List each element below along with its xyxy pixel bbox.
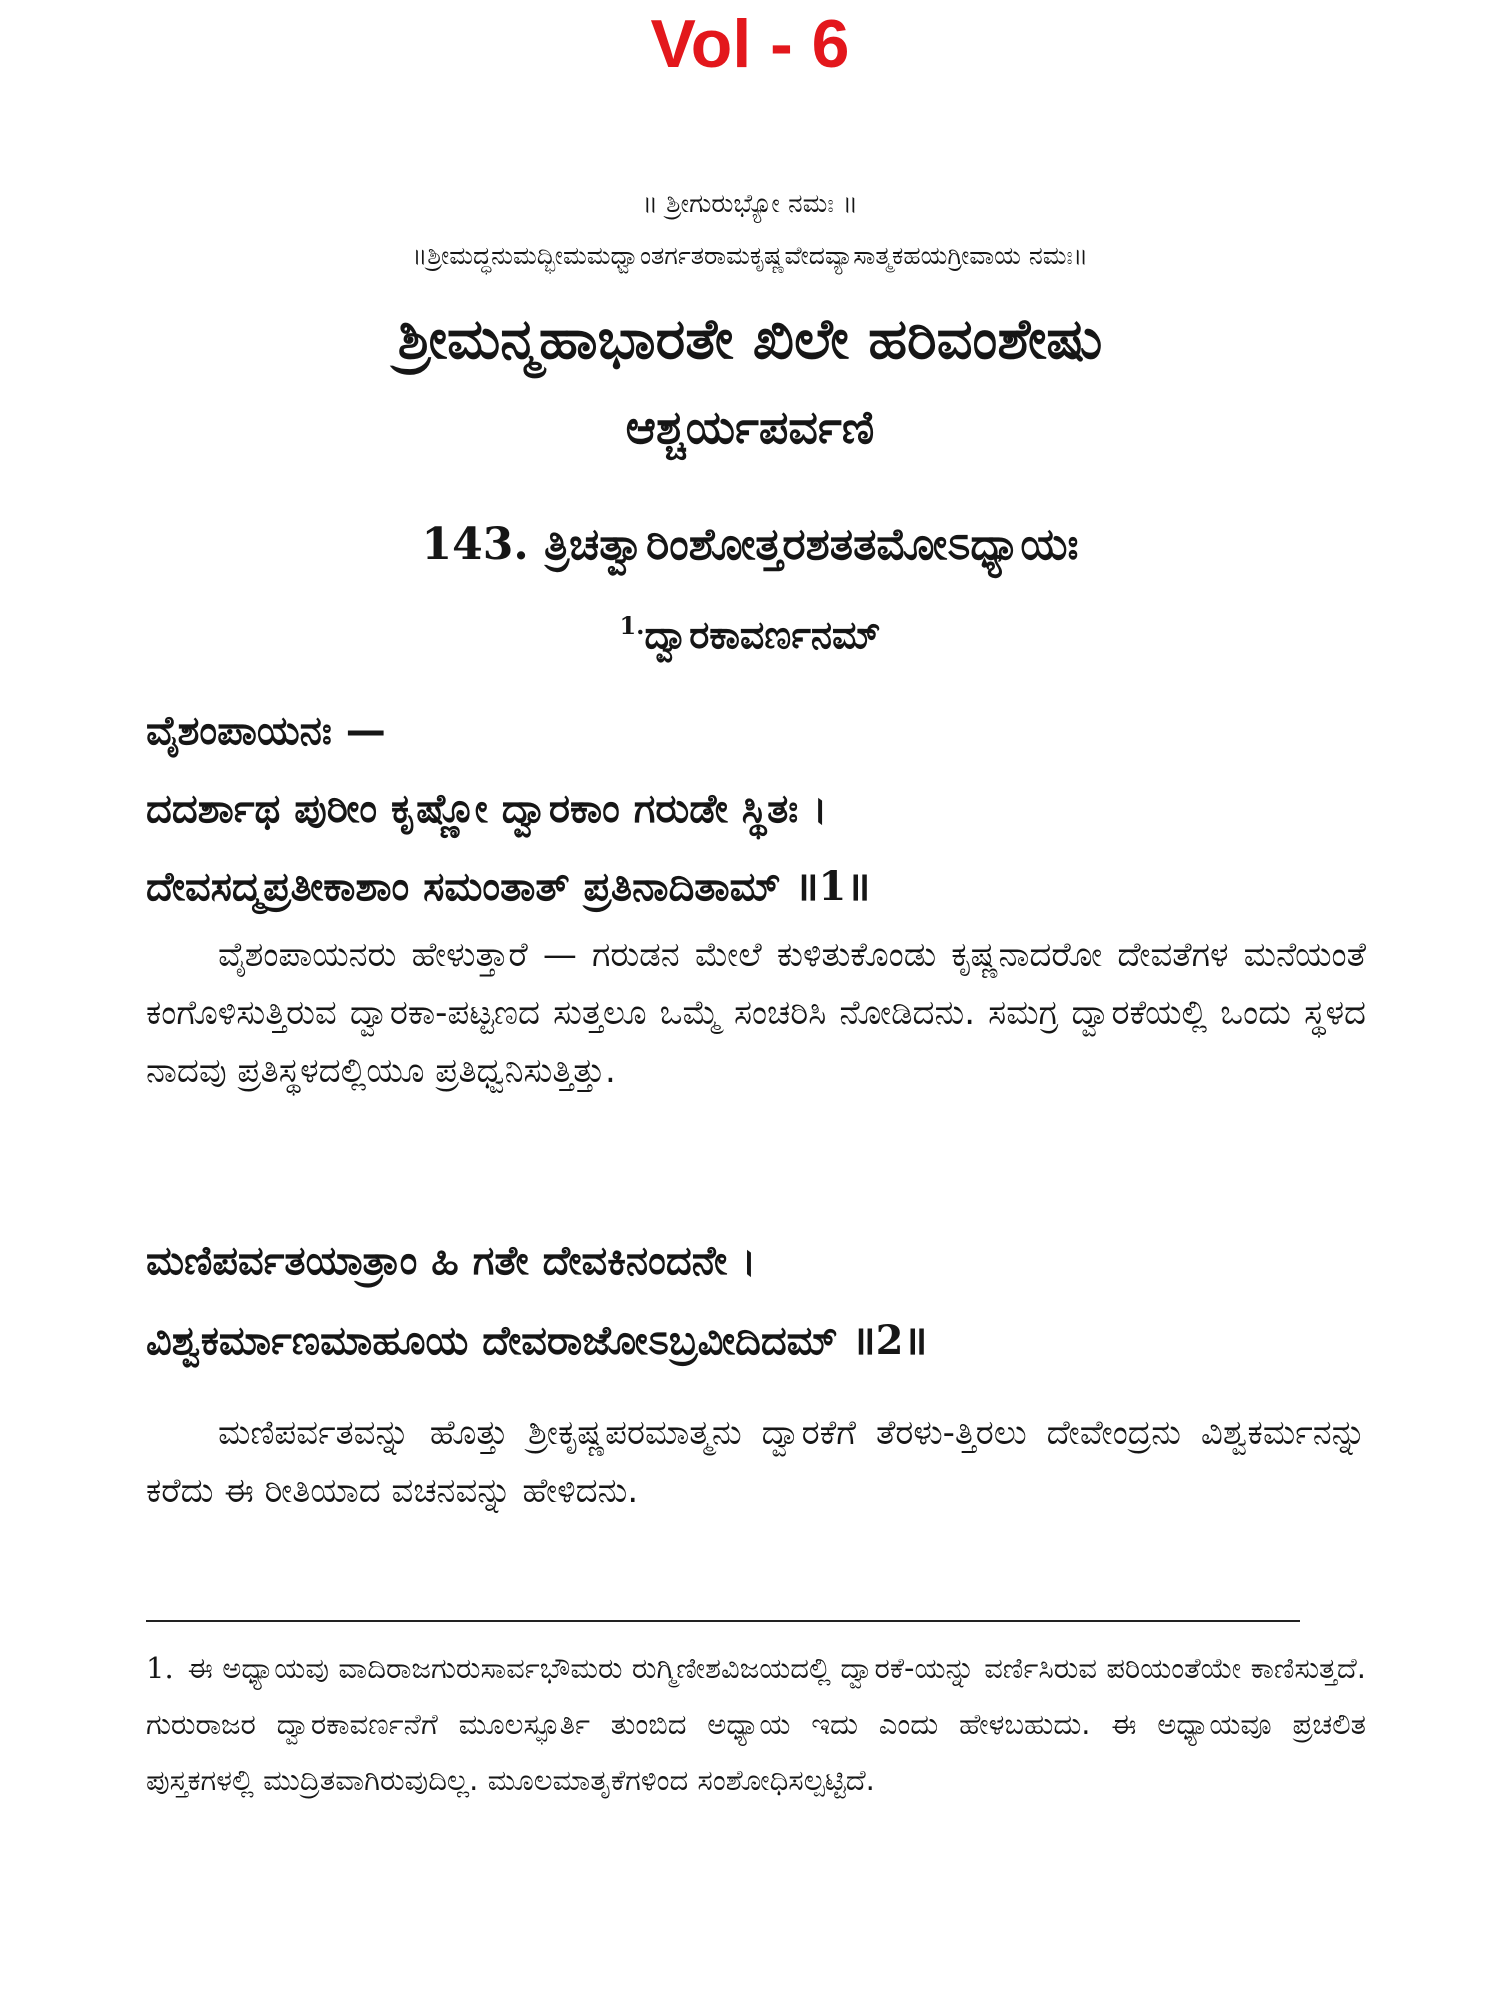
verse-1-number: ॥1॥: [794, 863, 871, 910]
verse-2-line-2-text: ವಿಶ್ವಕರ್ಮಾಣಮಾಹೂಯ ದೇವರಾಜೋಽಬ್ರವೀದಿದಮ್: [146, 1318, 838, 1364]
invocation-line-1: ॥ ಶ್ರೀಗುರುಭ್ಯೋ ನಮಃ ॥: [642, 189, 858, 219]
verse-1-line-2-text: ದೇವಸದ್ಮಪ್ರತೀಕಾಶಾಂ ಸಮಂತಾತ್ ಪ್ರತಿನಾದಿತಾಮ್: [146, 864, 781, 910]
sub-title: ಆಶ್ಚರ್ಯಪರ್ವಣಿ: [625, 400, 875, 454]
chapter-title: ತ್ರಿಚತ್ವಾರಿಂಶೋತ್ತರಶತತಮೋಽಧ್ಯಾಯಃ: [544, 519, 1079, 570]
footnote-marker: 1.: [146, 1651, 174, 1685]
volume-label: Vol - 6: [650, 6, 850, 82]
prose-paragraph-2: ಮಣಿಪರ್ವತವನ್ನು ಹೊತ್ತು ಶ್ರೀಕೃಷ್ಣಪರಮಾತ್ಮನು ದ್ವಾರಕೆಗೆ ತೆರಳು-ತ್ತಿರಲು ದೇವೇಂದ್ರನು ವಿಶ್ವಕರ್ಮನನ್ನು ಕರೆದು ಈ ರೀತಿಯಾದ ವಚನವನ್ನು ಹೇಳಿದನು.: [146, 1413, 1366, 1511]
section-footnote-marker: 1.: [619, 611, 645, 640]
verse-1-line-2: [146, 856, 1386, 918]
verse-1-line-1: ದದರ್ಶಾಥ ಪುರೀಂ ಕೃಷ್ಣೋ ದ್ವಾರಕಾಂ ಗರುಡೇ ಸ್ಥಿತಃ ।: [146, 786, 828, 832]
invocation-line-2: ॥ಶ್ರೀಮದ್ಧನುಮದ್ಭೀಮಮಧ್ವಾಂತರ್ಗತರಾಮಕೃಷ್ಣವೇದವ್ಯಾಸಾತ್ಮಕಹಯಗ್ರೀವಾಯ ನಮಃ॥: [411, 241, 1089, 270]
footnote-divider: [146, 1620, 1300, 1622]
speaker-label: ವೈಶಂಪಾಯನಃ —: [146, 708, 386, 754]
verse-2-number: ॥2॥: [851, 1317, 928, 1364]
footnote: [146, 1640, 1366, 1808]
chapter-number: 143.: [421, 519, 529, 570]
verse-2-line-2: [146, 1310, 1386, 1372]
verse-2-line-1: ಮಣಿಪರ್ವತಯಾತ್ರಾಂ ಹಿ ಗತೇ ದೇವಕಿನಂದನೇ ।: [146, 1238, 757, 1284]
section-heading: [0, 598, 1500, 663]
prose-paragraph-1: ವೈಶಂಪಾಯನರು ಹೇಳುತ್ತಾರೆ — ಗರುಡನ ಮೇಲೆ ಕುಳಿತುಕೊಂಡು ಕೃಷ್ಣನಾದರೋ ದೇವತೆಗಳ ಮನೆಯಂತೆ ಕಂಗೊಳಿಸುತ್ತಿರುವ ದ್ವಾರಕಾ-ಪಟ್ಟಣದ ಸುತ್ತಲೂ ಒಮ್ಮೆ ಸಂಚರಿಸಿ ನೋಡಿದನು. ಸಮಗ್ರ ದ್ವಾರಕೆಯಲ್ಲಿ ಒಂದು ಸ್ಥಳದ ನಾದವು ಪ್ರತಿಸ್ಥಳದಲ್ಲಿಯೂ ಪ್ರತಿಧ್ವನಿಸುತ್ತಿತ್ತು.: [146, 935, 1366, 1091]
section-title: ದ್ವಾರಕಾವರ್ಣನಮ್: [644, 613, 881, 657]
chapter-heading: [0, 510, 1500, 580]
footnote-text: ಈ ಅಧ್ಯಾಯವು ವಾದಿರಾಜಗುರುಸಾರ್ವಭೌಮರು ರುಗ್ಮಿಣೀಶವಿಜಯದಲ್ಲಿ ದ್ವಾರಕೆ-ಯನ್ನು ವರ್ಣಿಸಿರುವ ಪರಿಯಂತೆಯೇ ಕಾಣಿಸುತ್ತದೆ. ಗುರುರಾಜರ ದ್ವಾರಕಾವರ್ಣನೆಗೆ ಮೂಲಸ್ಫೂರ್ತಿ ತುಂಬಿದ ಅಧ್ಯಾಯ ಇದು ಎಂದು ಹೇಳಬಹುದು. ಈ ಅಧ್ಯಾಯವೂ ಪ್ರಚಲಿತ ಪುಸ್ತಕಗಳಲ್ಲಿ ಮುದ್ರಿತವಾಗಿರುವುದಿಲ್ಲ. ಮೂಲಮಾತೃಕೆಗಳಿಂದ ಸಂಶೋಧಿಸಲ್ಪಟ್ಟಿದೆ.: [146, 1651, 1366, 1797]
main-title: ಶ್ರೀಮನ್ಮಹಾಭಾರತೇ ಖಿಲೇ ಹರಿವಂಶೇಷು: [397, 307, 1103, 372]
